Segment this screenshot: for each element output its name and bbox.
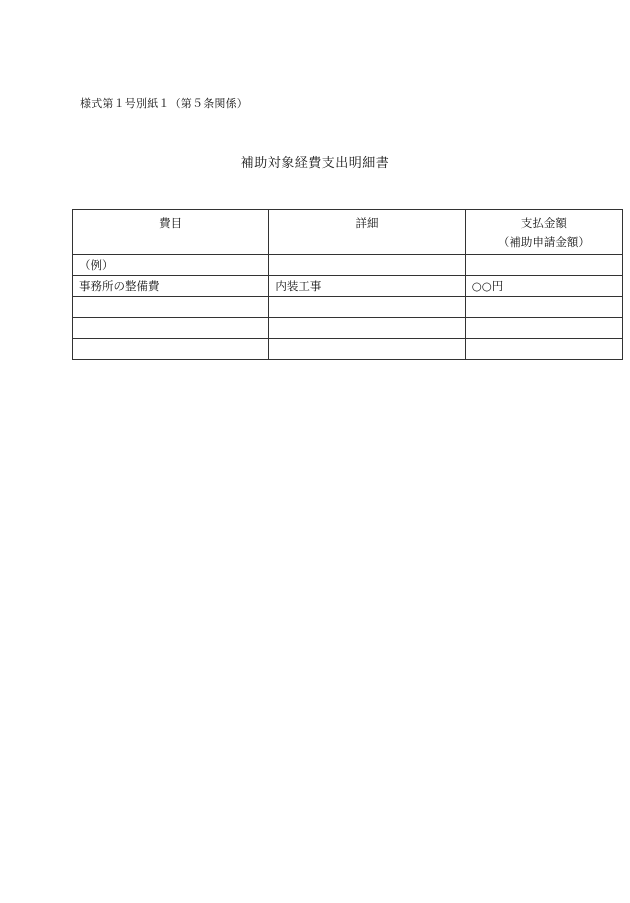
table-row (73, 339, 623, 360)
table-cell-expense-item (73, 339, 269, 360)
table-row (73, 255, 623, 276)
table-cell-expense-item: 事務所の整備費 (73, 276, 269, 297)
column-header-label: 支払金額 (520, 216, 567, 230)
table-cell-details: 内装工事 (269, 276, 465, 297)
table-cell-amount (465, 255, 622, 276)
table-cell-details (269, 255, 465, 276)
table-header-row (73, 210, 623, 255)
table-row (73, 297, 623, 318)
table-row (73, 276, 623, 297)
table-cell-amount: ○○円 (465, 276, 622, 297)
column-header-details (269, 210, 465, 255)
form-number-label: 様式第１号別紙１（第５条関係） (80, 97, 248, 110)
column-header-payment-amount (465, 210, 622, 255)
table-cell-expense-item: （例） (73, 255, 269, 276)
column-header-expense-item (73, 210, 269, 255)
table-cell-amount (465, 339, 622, 360)
column-header-sublabel: （補助申請金額） (497, 235, 590, 249)
table-row (73, 318, 623, 339)
column-header-label: 費目 (159, 216, 183, 230)
table-cell-amount (465, 318, 622, 339)
table-cell-details (269, 297, 465, 318)
table-cell-amount (465, 297, 622, 318)
column-header-label: 詳細 (355, 216, 379, 230)
table-cell-details (269, 318, 465, 339)
document-title: 補助対象経費支出明細書 (240, 156, 390, 171)
table-cell-details (269, 339, 465, 360)
table-cell-expense-item (73, 318, 269, 339)
table-cell-expense-item (73, 297, 269, 318)
expense-detail-table (72, 209, 623, 360)
